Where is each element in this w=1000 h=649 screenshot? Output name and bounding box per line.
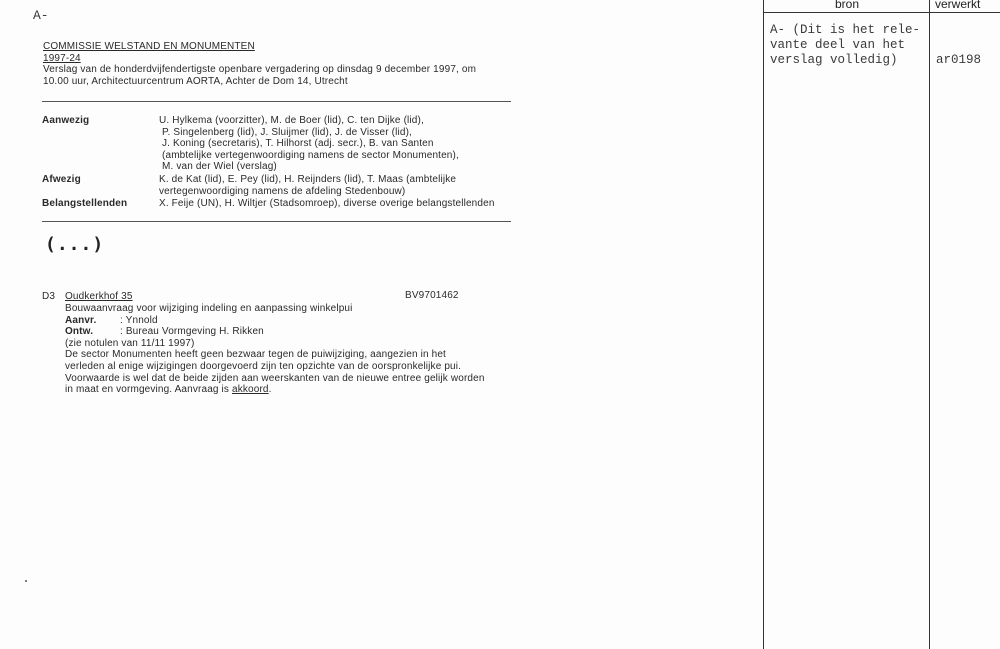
bron-column-left-border	[763, 0, 764, 649]
document-header	[43, 41, 476, 87]
item-reference: BV9701462	[405, 290, 459, 301]
present-line: (ambtelijke vertegenwoordiging namens de sector Monumenten),	[162, 149, 459, 161]
item-subject: Bouwaanvraag voor wijziging indeling en aanpassing winkelpui	[65, 303, 353, 314]
applicant-value: : Ynnold	[120, 314, 158, 326]
verwerkt-column-header: verwerkt	[935, 0, 981, 11]
verdict-prefix: in maat en vormgeving. Aanvraag is	[65, 384, 233, 396]
notes-reference: (zie notulen van 11/11 1997)	[65, 337, 195, 349]
omission-marker: (...)	[45, 234, 105, 255]
item-body	[65, 303, 485, 396]
stakeholders-list: X. Feije (UN), H. Wiltjer (Stadsomroep), diverse overige belangstellenden	[159, 198, 495, 209]
column-separator	[929, 0, 930, 649]
body-line: De sector Monumenten heeft geen bezwaar tegen de puiwijziging, aangezien in het	[65, 349, 446, 361]
body-line: Voorwaarde is wel dat de beide zijden aan weerskanten van de nieuwe entree gelijk worden	[65, 372, 485, 384]
page-marker: A-	[33, 8, 49, 23]
absent-list	[159, 174, 456, 197]
applicant-label: Aanvr.	[65, 314, 97, 326]
absent-label: Afwezig	[42, 174, 81, 185]
verdict-line	[65, 384, 485, 396]
column-header-rule	[763, 12, 1000, 13]
verdict-suffix: .	[268, 384, 272, 396]
bron-note	[770, 23, 920, 68]
bron-note-line: A- (Dit is het rele-	[770, 23, 921, 37]
item-code: D3	[42, 291, 56, 302]
report-number: 1997-24	[43, 52, 81, 64]
committee-title: COMMISSIE WELSTAND EN MONUMENTEN	[43, 41, 255, 52]
absent-line: K. de Kat (lid), E. Pey (lid), H. Reijnders (lid), T. Maas (ambtelijke	[159, 174, 457, 185]
divider-bottom	[42, 221, 511, 222]
present-label: Aanwezig	[42, 115, 90, 126]
item-address: Oudkerkhof 35	[65, 291, 133, 302]
bron-note-line: vante deel van het	[770, 38, 906, 52]
designer-value: : Bureau Vormgeving H. Rikken	[120, 326, 264, 338]
report-line-1: Verslag van de honderdvijfendertigste openbare vergadering op dinsdag 9 december 1997, om	[43, 64, 477, 76]
scan-speck	[25, 580, 27, 582]
present-line: J. Koning (secretaris), T. Hilhorst (adj. secr.), B. van Santen	[162, 138, 434, 150]
designer-row	[65, 326, 485, 338]
stakeholders-label: Belangstellenden	[42, 198, 128, 209]
bron-column-header: bron	[835, 0, 860, 11]
divider-top	[42, 101, 511, 102]
bron-note-line: verslag volledig)	[770, 53, 898, 67]
verdict: akkoord	[232, 384, 269, 396]
body-line: verleden al enige wijzigingen doorgevoerd zijn ten opzichte van de oorspronkelijke pui.	[65, 360, 462, 372]
present-line: U. Hylkema (voorzitter), M. de Boer (lid), C. ten Dijke (lid),	[159, 115, 424, 126]
applicant-row	[65, 315, 485, 327]
verwerkt-code: ar0198	[936, 53, 982, 67]
report-line-2: 10.00 uur, Architectuurcentrum AORTA, Achter de Dom 14, Utrecht	[43, 75, 348, 87]
present-line: P. Singelenberg (lid), J. Sluijmer (lid), J. de Visser (lid),	[162, 126, 412, 138]
present-line: M. van der Wiel (verslag)	[162, 161, 277, 173]
absent-line: vertegenwoordiging namens de afdeling Stedenbouw)	[159, 185, 406, 197]
present-list	[159, 115, 459, 173]
designer-label: Ontw.	[65, 326, 94, 338]
